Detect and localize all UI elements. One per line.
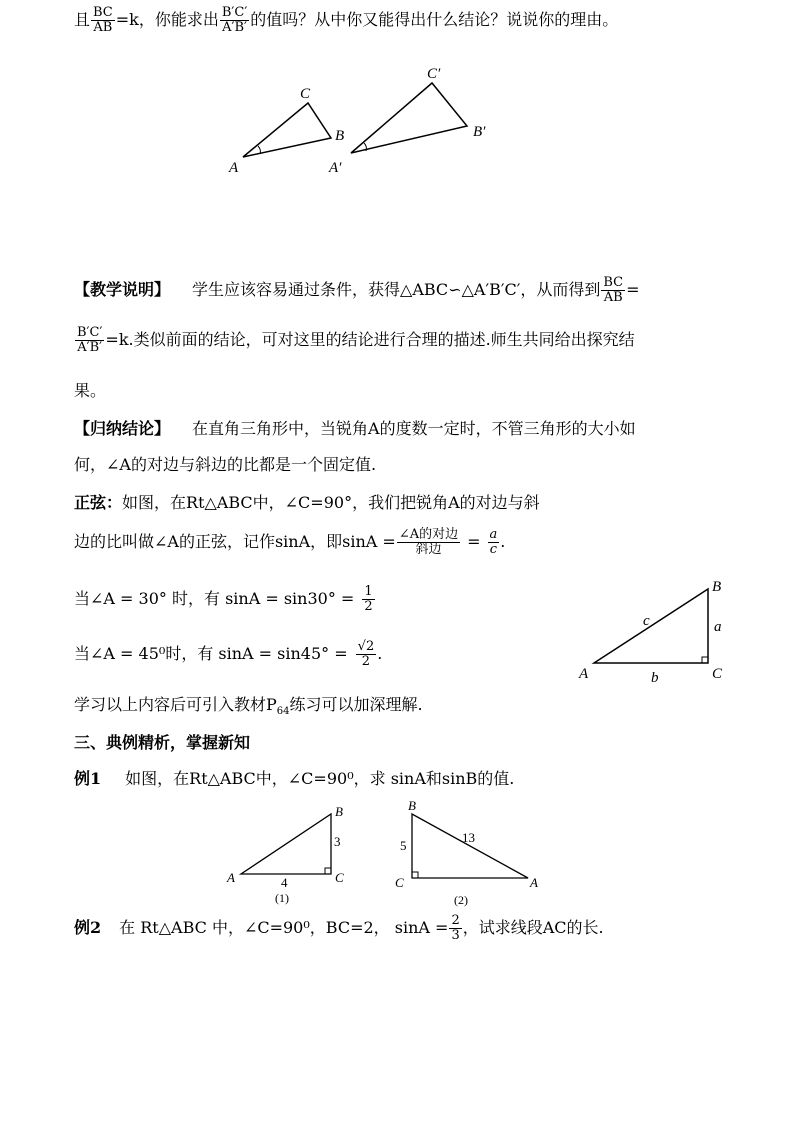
text: 如图，在Rt△ABC中，∠C=90°，我们把锐角A的对边与斜 xyxy=(122,493,540,512)
label-b: B xyxy=(335,128,345,144)
text: 的值吗？从中你又能得出什么结论？说说你的理由。 xyxy=(250,10,619,29)
side-a-label: a xyxy=(714,619,722,635)
text: . xyxy=(377,644,383,663)
label-b: B xyxy=(335,804,343,819)
numerator: B′C′ xyxy=(221,5,248,20)
denominator: A′B′ xyxy=(222,20,247,35)
text: 学生应该容易通过条件，获得△ABC∽△A′B′C′，从而得到 xyxy=(192,280,601,299)
fraction-opposite-hypotenuse xyxy=(397,528,460,557)
right-angle-mark xyxy=(702,657,708,663)
label-a: A xyxy=(227,870,235,885)
label-c: C xyxy=(395,875,404,890)
label-b2: B′ xyxy=(473,124,486,140)
text: 当∠A = 45⁰时，有 sinA = sin45° = xyxy=(74,644,348,663)
fraction-two-thirds xyxy=(449,914,461,943)
label-b: B xyxy=(712,579,722,595)
summary-line1 xyxy=(74,416,636,439)
side-bc-length: 3 xyxy=(334,834,341,849)
example1-line xyxy=(74,766,514,789)
numerator: a xyxy=(489,527,498,542)
triangle xyxy=(594,589,708,663)
summary-tag: 【归纳结论】 xyxy=(74,419,171,438)
label-a2: A′ xyxy=(329,160,342,176)
fraction-bc-ab xyxy=(601,276,625,305)
triangle xyxy=(241,814,331,874)
text: ，试求线段AC的长. xyxy=(462,918,604,937)
numerator: √2 xyxy=(357,639,375,654)
numerator: B′C′ xyxy=(77,325,103,340)
text: 在直角三角形中，当锐角A的度数一定时，不管三角形的大小如 xyxy=(192,419,636,438)
teaching-note-tag: 【教学说明】 xyxy=(74,280,171,299)
label-b: B xyxy=(408,798,416,813)
denominator: A′B′ xyxy=(77,340,103,355)
numerator: 2 xyxy=(451,913,460,928)
denominator: 2 xyxy=(361,654,371,669)
text: 当∠A = 30° 时，有 sinA = sin30° = xyxy=(74,589,355,608)
figure-caption: (1) xyxy=(275,891,289,905)
side-ac-length: 4 xyxy=(281,875,288,890)
sin30-line xyxy=(74,585,376,614)
text: =k，你能求出 xyxy=(115,10,219,29)
teaching-note-line2 xyxy=(74,326,635,355)
triangle xyxy=(412,814,528,878)
sine-definition-line1 xyxy=(74,490,540,513)
side-b-label: b xyxy=(651,670,659,686)
example2-tag: 例2 xyxy=(74,918,102,937)
text: 练习可以加深理解. xyxy=(289,695,423,714)
example1-figure-2 xyxy=(390,798,550,910)
triangle-a2b2c2 xyxy=(351,83,467,153)
denominator: 3 xyxy=(451,928,460,943)
example2-line xyxy=(74,914,604,943)
right-angle-mark xyxy=(325,868,331,874)
fraction-a-c xyxy=(488,528,500,557)
teaching-note-line3: 果。 xyxy=(74,381,107,400)
fraction-bc-ab xyxy=(91,6,115,35)
right-angle-mark xyxy=(412,872,418,878)
text: =k.类似前面的结论，可对这里的结论进行合理的描述.师生共同给出探究结 xyxy=(105,330,635,349)
label-c: C xyxy=(300,86,311,102)
text: . xyxy=(500,532,506,551)
text: 学习以上内容后可引入教材P xyxy=(74,695,277,714)
side-ab-length: 13 xyxy=(462,830,475,845)
sine-tag: 正弦： xyxy=(74,493,123,512)
summary-line2: 何，∠A的对边与斜边的比都是一个固定值. xyxy=(74,455,377,474)
denominator: AB xyxy=(93,20,113,35)
example1-figure-1 xyxy=(225,798,355,906)
fraction-root2-over-2 xyxy=(356,640,377,669)
textbook-note xyxy=(74,692,423,717)
denominator: 斜边 xyxy=(415,542,442,557)
label-c2: C′ xyxy=(427,66,441,82)
text: = xyxy=(626,280,640,299)
figure-caption: (2) xyxy=(454,893,468,907)
label-a: A xyxy=(530,875,538,890)
triangle-abc xyxy=(243,103,331,157)
label-c: C xyxy=(712,666,723,682)
question-line xyxy=(74,6,618,35)
fraction-one-half xyxy=(362,585,374,614)
fraction-b2c2-a2b2 xyxy=(75,326,104,355)
sin45-line xyxy=(74,640,382,669)
numerator: 1 xyxy=(364,584,373,599)
side-c-label: c xyxy=(643,613,650,629)
denominator: c xyxy=(489,542,498,557)
sine-definition-line2 xyxy=(74,528,505,557)
fraction-b2c2-a2b2 xyxy=(220,6,249,35)
example1-tag: 例1 xyxy=(74,769,102,788)
text: 如图，在Rt△ABC中，∠C=90⁰，求 sinA和sinB的值. xyxy=(125,769,515,788)
denominator: AB xyxy=(603,290,623,305)
label-c: C xyxy=(335,870,344,885)
label-a: A xyxy=(229,160,239,176)
denominator: 2 xyxy=(364,599,373,614)
similar-triangles-figure xyxy=(220,60,510,180)
side-bc-length: 5 xyxy=(400,838,407,853)
numerator: ∠A的对边 xyxy=(398,527,459,542)
numerator: BC xyxy=(603,275,624,290)
page-subscript: 64 xyxy=(276,706,290,718)
teaching-note-line1 xyxy=(74,276,640,305)
label-a: A xyxy=(579,666,589,682)
right-triangle-abc-figure xyxy=(575,575,735,687)
text: 边的比叫做∠A的正弦，记作sinA，即sinA = xyxy=(74,532,396,551)
text: 且 xyxy=(74,10,91,29)
numerator: BC xyxy=(93,5,113,20)
text: 在 Rt△ABC 中，∠C=90⁰，BC=2， sinA = xyxy=(119,918,449,937)
text: = xyxy=(467,532,481,551)
section-title: 三、典例精析，掌握新知 xyxy=(74,733,251,752)
